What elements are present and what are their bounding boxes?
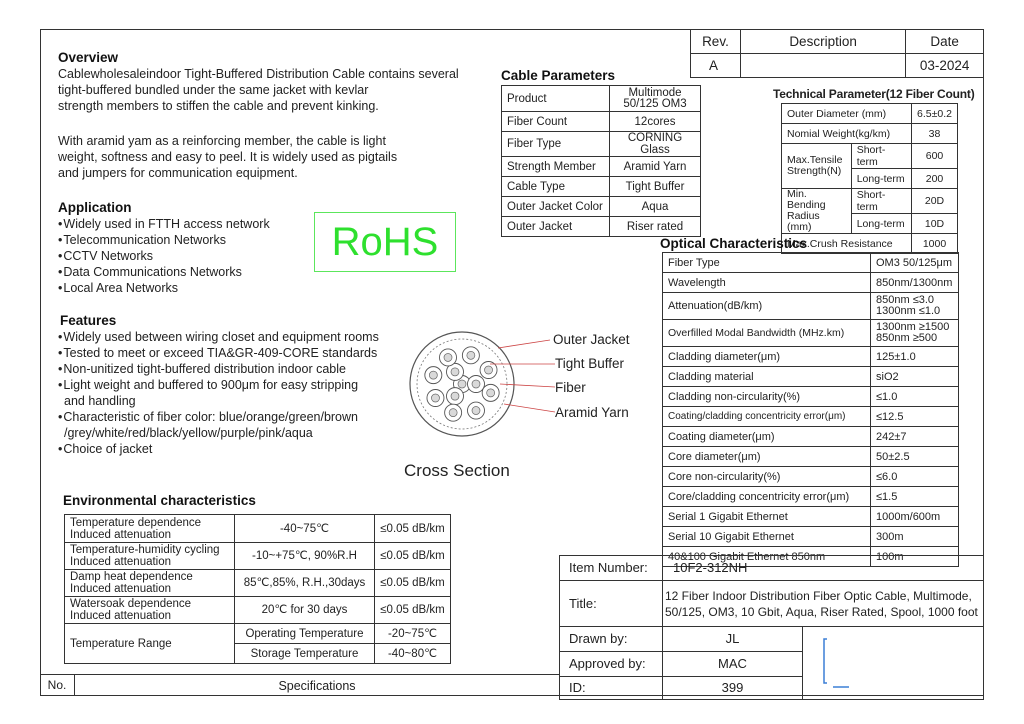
optical-label: 40&100 Gigabit Ethernet 850nm <box>663 547 871 567</box>
list-item: • Characteristic of fiber color: blue/orange/green/brown <box>58 409 379 425</box>
callout-fiber: Fiber <box>555 380 586 395</box>
title-label: Title: <box>560 581 663 627</box>
optical-label: Coating diameter(μm) <box>663 427 871 447</box>
env-value: ≤0.05 dB/km <box>375 515 451 543</box>
env-label: Temperature-humidity cycling Induced attenuation <box>65 543 235 570</box>
cable-param-value: Multimode 50/125 OM3 <box>610 86 701 112</box>
cable-param-value: Aramid Yarn <box>610 157 701 177</box>
list-item-continuation: and handling <box>64 394 136 408</box>
fiber-core-shape <box>431 394 439 402</box>
technical-table <box>781 103 958 254</box>
environmental-table <box>64 514 451 664</box>
fiber-core-shape <box>451 392 459 400</box>
tech-value: 10D <box>912 214 958 234</box>
tech-value: 38 <box>912 124 958 144</box>
date-header: Date <box>906 30 984 54</box>
optical-value: siO2 <box>871 367 959 387</box>
env-value: ≤0.05 dB/km <box>375 597 451 624</box>
overview-paragraph-1 <box>58 66 498 114</box>
fiber-core-shape <box>444 353 452 361</box>
logo-mark <box>819 633 879 693</box>
optical-value: 850nm ≤3.0 1300nm ≤1.0 <box>871 293 959 320</box>
env-condition: 20℃ for 30 days <box>235 597 375 624</box>
tech-label: Outer Diameter (mm) <box>782 104 912 124</box>
cross-section-drawing <box>400 312 560 462</box>
cable-param-label: Fiber Count <box>502 112 610 132</box>
optical-label: Overfilled Modal Bandwidth (MHz.km) <box>663 320 871 347</box>
optical-label: Cladding material <box>663 367 871 387</box>
env-range-sublabel: Storage Temperature <box>235 644 375 664</box>
tech-value: 600 <box>912 144 958 169</box>
optical-title: Optical Characteristics <box>660 236 808 251</box>
drawn-by-label: Drawn by: <box>560 627 663 652</box>
optical-value: 1300nm ≥1500 850nm ≥500 <box>871 320 959 347</box>
id-value: 399 <box>663 677 803 700</box>
cable-param-value: Tight Buffer <box>610 177 701 197</box>
tech-sublabel: Long-term <box>851 169 911 189</box>
fiber-core-shape <box>485 366 493 374</box>
cable-param-label: Strength Member <box>502 157 610 177</box>
env-condition: -40~75℃ <box>235 515 375 543</box>
env-value: ≤0.05 dB/km <box>375 570 451 597</box>
env-label: Watersoak dependence Induced attenuation <box>65 597 235 624</box>
optical-value: 300m <box>871 527 959 547</box>
list-item: • Tested to meet or exceed TIA&GR-409-CORE standards <box>58 345 379 361</box>
overview-line: tight-buffered bundled under the same jacket with kevlar <box>58 83 369 97</box>
fiber-core-shape <box>472 407 480 415</box>
overview-line: With aramid yam as a reinforcing member, the cable is light <box>58 134 386 148</box>
optical-label: Cladding diameter(μm) <box>663 347 871 367</box>
title-block <box>559 555 984 700</box>
cable-param-value: Aqua <box>610 197 701 217</box>
leader-line-aramid-yarn <box>504 404 555 412</box>
list-item: • Telecommunication Networks <box>58 232 270 248</box>
environmental-title: Environmental characteristics <box>63 493 256 508</box>
optical-value: 850nm/1300nm <box>871 273 959 293</box>
drawn-by-value: JL <box>663 627 803 652</box>
description-header: Description <box>740 30 905 54</box>
rev-header: Rev. <box>691 30 741 54</box>
tech-value: 1000 <box>912 234 958 254</box>
tech-label: Min. Bending Radius (mm) <box>782 189 852 234</box>
tech-value: 20D <box>912 189 958 214</box>
optical-label: Coating/cladding concentricity error(μm) <box>663 407 871 427</box>
list-item: • Local Area Networks <box>58 280 270 296</box>
fiber-core-shape <box>487 389 495 397</box>
overview-line: strength members to stiffen the cable and prevent kinking. <box>58 99 379 113</box>
cable-param-value: Riser rated <box>610 217 701 237</box>
callout-aramid-yarn: Aramid Yarn <box>555 405 629 420</box>
list-item-continuation: /grey/white/red/black/yellow/purple/pink/aqua <box>64 426 313 440</box>
tech-value: 200 <box>912 169 958 189</box>
logo-cell <box>803 627 984 700</box>
list-item: • Widely used in FTTH access network <box>58 216 270 232</box>
env-range-value: -20~75℃ <box>375 624 451 644</box>
optical-label: Core diameter(μm) <box>663 447 871 467</box>
tech-label: Max.Tensile Strength(N) <box>782 144 852 189</box>
fiber-core-shape <box>429 371 437 379</box>
optical-value: ≤1.5 <box>871 487 959 507</box>
technical-title: Technical Parameter(12 Fiber Count) <box>773 87 975 101</box>
env-range-sublabel: Operating Temperature <box>235 624 375 644</box>
fiber-core-shape <box>451 368 459 376</box>
features-list <box>58 329 379 457</box>
item-number-label: Item Number: <box>560 556 663 581</box>
tech-sublabel: Long-term <box>851 214 911 234</box>
tech-label: Max.Crush Resistance <box>782 234 912 254</box>
rev-value: A <box>691 54 741 78</box>
tech-label: Nomial Weight(kg/km) <box>782 124 912 144</box>
cable-param-label: Fiber Type <box>502 132 610 157</box>
cable-parameters-title: Cable Parameters <box>501 68 616 83</box>
optical-value: ≤6.0 <box>871 467 959 487</box>
optical-label: Fiber Type <box>663 253 871 273</box>
footer-bar <box>40 674 559 696</box>
fiber-core-shape <box>449 409 457 417</box>
overview-title: Overview <box>58 50 119 65</box>
optical-value: OM3 50/125μm <box>871 253 959 273</box>
cable-param-label: Product <box>502 86 610 112</box>
item-number-value: 10F2-312NH <box>663 556 984 581</box>
cable-param-value: 12cores <box>610 112 701 132</box>
list-item: • Light weight and buffered to 900μm for easy stripping <box>58 377 379 393</box>
env-range-value: -40~80℃ <box>375 644 451 664</box>
env-condition: 85℃,85%, R.H.,30days <box>235 570 375 597</box>
optical-value: ≤12.5 <box>871 407 959 427</box>
optical-label: Core non-circularity(%) <box>663 467 871 487</box>
overview-line: and jumpers for communication equipment. <box>58 166 298 180</box>
leader-line-outer-jacket <box>498 340 550 348</box>
optical-value: 125±1.0 <box>871 347 959 367</box>
env-condition: -10~+75℃, 90%R.H <box>235 543 375 570</box>
overview-line: Cablewholesaleindoor Tight-Buffered Distribution Cable contains several <box>58 67 459 81</box>
title-value: 12 Fiber Indoor Distribution Fiber Optic Cable, Multimode, 50/125, OM3, 10 Gbit, Aqua, Riser Rated, Spool, 1000 foot <box>663 581 984 627</box>
env-range-label: Temperature Range <box>65 624 235 664</box>
list-item: • Data Communications Networks <box>58 264 270 280</box>
tech-value: 6.5±0.2 <box>912 104 958 124</box>
optical-table <box>662 252 959 567</box>
description-value <box>740 54 905 78</box>
optical-label: Core/cladding concentricity error(μm) <box>663 487 871 507</box>
overview-line: weight, softness and easy to peel. It is widely used as pigtails <box>58 150 398 164</box>
cable-parameters-table <box>501 85 701 237</box>
env-label: Temperature dependence Induced attenuation <box>65 515 235 543</box>
fiber-core-shape <box>458 380 466 388</box>
cross-section-title: Cross Section <box>404 461 510 480</box>
optical-value: 100m <box>871 547 959 567</box>
optical-value: ≤1.0 <box>871 387 959 407</box>
cable-param-label: Outer Jacket Color <box>502 197 610 217</box>
optical-label: Serial 10 Gigabit Ethernet <box>663 527 871 547</box>
features-title: Features <box>60 313 117 328</box>
fiber-core-shape <box>472 380 480 388</box>
id-label: ID: <box>560 677 663 700</box>
footer-no: No. <box>40 675 75 696</box>
callout-outer-jacket: Outer Jacket <box>553 332 630 347</box>
list-item: • Choice of jacket <box>58 441 379 457</box>
date-value: 03-2024 <box>906 54 984 78</box>
optical-label: Cladding non-circularity(%) <box>663 387 871 407</box>
list-item: • Widely used between wiring closet and equipment rooms <box>58 329 379 345</box>
optical-value: 1000m/600m <box>871 507 959 527</box>
cable-param-label: Outer Jacket <box>502 217 610 237</box>
optical-value: 50±2.5 <box>871 447 959 467</box>
optical-label: Serial 1 Gigabit Ethernet <box>663 507 871 527</box>
env-label: Damp heat dependence Induced attenuation <box>65 570 235 597</box>
optical-label: Attenuation(dB/km) <box>663 293 871 320</box>
env-value: ≤0.05 dB/km <box>375 543 451 570</box>
list-item: • Non-unitized tight-buffered distribution indoor cable <box>58 361 379 377</box>
optical-value: 242±7 <box>871 427 959 447</box>
application-list <box>58 216 270 296</box>
approved-by-label: Approved by: <box>560 652 663 677</box>
application-title: Application <box>58 200 132 215</box>
revision-table <box>690 29 984 78</box>
cable-param-label: Cable Type <box>502 177 610 197</box>
rohs-mark: RoHS <box>314 212 456 272</box>
approved-by-value: MAC <box>663 652 803 677</box>
callout-tight-buffer: Tight Buffer <box>555 356 625 371</box>
cable-param-value: CORNING Glass <box>610 132 701 157</box>
optical-label: Wavelength <box>663 273 871 293</box>
fiber-core-shape <box>467 351 475 359</box>
footer-specifications: Specifications <box>278 679 356 693</box>
tech-sublabel: Short-term <box>851 144 911 169</box>
overview-paragraph-2 <box>58 133 498 181</box>
list-item: • CCTV Networks <box>58 248 270 264</box>
tech-sublabel: Short-term <box>851 189 911 214</box>
